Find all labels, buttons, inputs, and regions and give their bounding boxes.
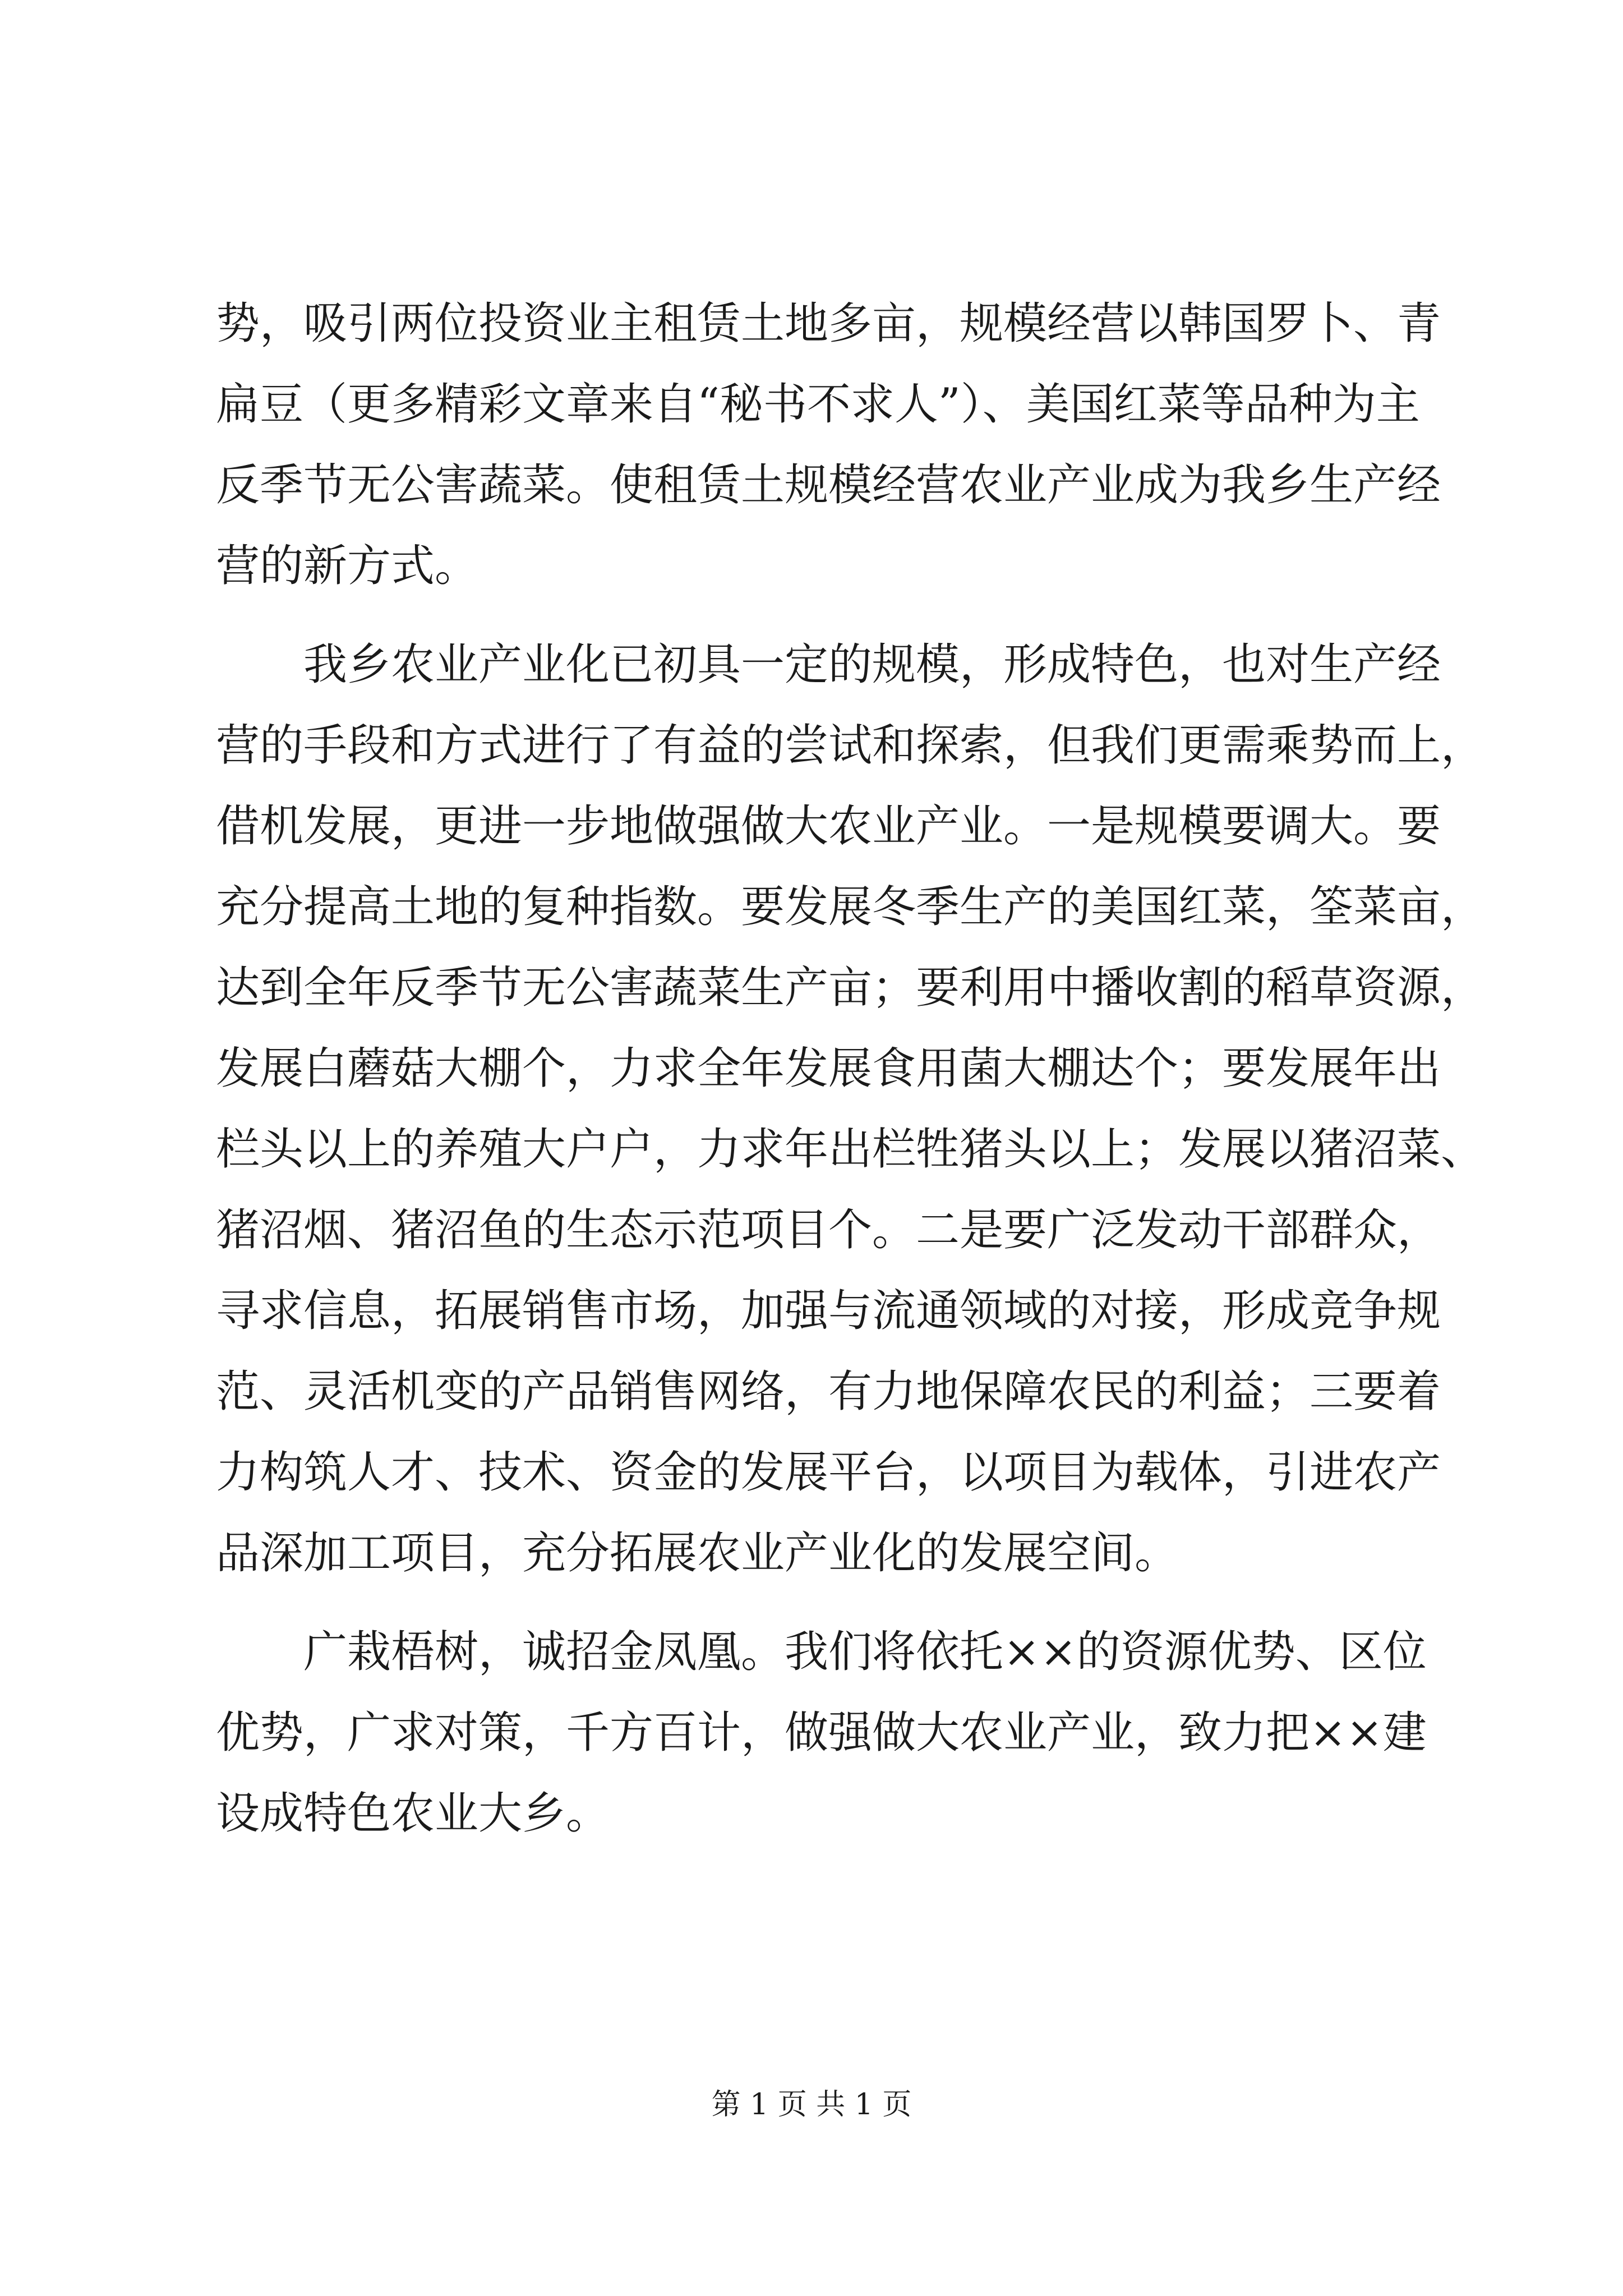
text-line: 充分提高土地的复种指数。要发展冬季生产的美国红菜，筌菜亩，: [216, 882, 1485, 932]
text-line: 猪沼烟、猪沼鱼的生态示范项目个。二是要广泛发动干部群众，: [216, 1205, 1441, 1255]
text-line: 我乡农业产业化已初具一定的规模，形成特色，也对生产经: [216, 639, 1441, 690]
text-line: 势，吸引两位投资业主租赁土地多亩，规模经营以韩国罗卜、青: [216, 298, 1441, 349]
text-line: 力构筑人才、技术、资金的发展平台，以项目为载体，引进农产: [216, 1447, 1441, 1498]
text-line: 借机发展，更进一步地做强做大农业产业。一是规模要调大。要: [216, 801, 1441, 852]
paragraph-2: [216, 624, 1485, 1594]
paragraph-1: [216, 283, 1441, 606]
text-line: 范、灵活机变的产品销售网络，有力地保障农民的利益；三要着: [216, 1366, 1441, 1417]
text-line: 栏头以上的养殖大户户，力求年出栏牲猪头以上；发展以猪沼菜、: [216, 1124, 1485, 1175]
text-line: 发展白蘑菇大棚个，力求全年发展食用菌大棚达个；要发展年出: [216, 1043, 1441, 1094]
text-line: 达到全年反季节无公害蔬菜生产亩；要利用中播收割的稻草资源，: [216, 963, 1485, 1013]
text-line: 反季节无公害蔬菜。使租赁土规模经营农业产业成为我乡生产经: [216, 460, 1441, 510]
text-line: 设成特色农业大乡。: [216, 1788, 610, 1839]
paragraph-3: [216, 1612, 1427, 1854]
text-line: 营的手段和方式进行了有益的尝试和探索，但我们更需乘势而上，: [216, 720, 1485, 771]
text-line: 品深加工项目，充分拓展农业产业化的发展空间。: [216, 1528, 1179, 1579]
text-line: 寻求信息，拓展销售市场，加强与流通领域的对接，形成竞争规: [216, 1286, 1441, 1336]
document-body: [216, 283, 1485, 1854]
page-footer: [0, 2082, 1623, 2127]
text-line: 扁豆（更多精彩文章来自“秘书不求人”）、美国红菜等品种为主: [216, 379, 1420, 430]
text-line: 营的新方式。: [216, 541, 479, 591]
paragraph-spacing: [216, 606, 1416, 624]
page-number-label: 第 1 页 共 1 页: [711, 2088, 912, 2122]
text-line: 优势，广求对策，千方百计，做强做大农业产业，致力把××建: [216, 1708, 1427, 1758]
paragraph-spacing: [216, 1594, 1416, 1612]
text-line: 广栽梧树，诚招金凤凰。我们将依托××的资源优势、区位: [216, 1627, 1427, 1677]
